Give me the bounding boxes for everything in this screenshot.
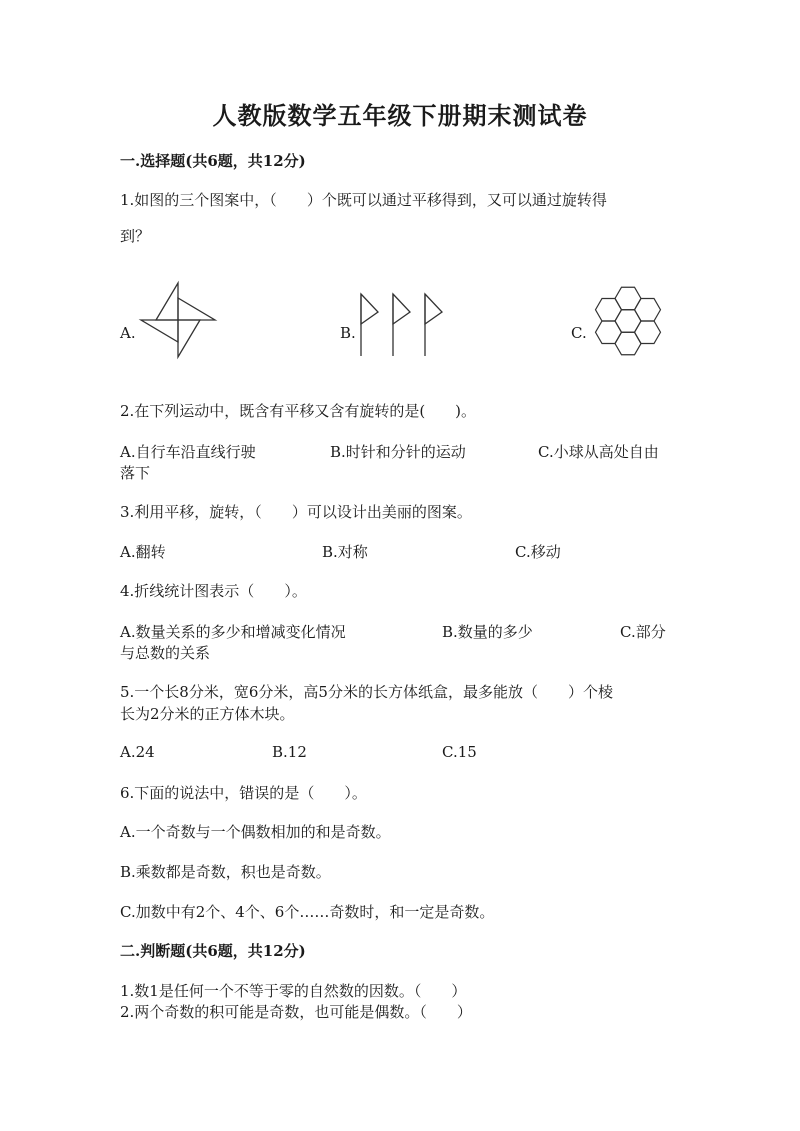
question-5-line-1: 5.一个长8分米，宽6分米，高5分米的长方体纸盒，最多能放（ ）个棱 — [120, 683, 613, 701]
question-4-option-a: A.数量关系的多少和增减变化情况 — [120, 623, 346, 641]
question-3-option-c: C.移动 — [515, 543, 561, 561]
question-3-option-b: B.对称 — [322, 543, 368, 561]
question-2-option-c-continued: 落下 — [120, 464, 151, 482]
question-1-line-2: 到？ — [120, 227, 151, 245]
question-6-option-a: A.一个奇数与一个偶数相加的和是奇数。 — [120, 823, 391, 841]
question-6-option-c: C.加数中有2个、4个、6个……奇数时，和一定是奇数。 — [120, 903, 495, 921]
question-2-option-b: B.时针和分针的运动 — [330, 443, 466, 461]
section-heading-choice: 一.选择题(共6题，共12分) — [120, 152, 306, 170]
question-3-text: 3.利用平移，旋转，（ ）可以设计出美丽的图案。 — [120, 503, 472, 521]
hexagon-cell — [596, 321, 622, 344]
section-heading-true-false: 二.判断题(共6题，共12分) — [120, 942, 306, 960]
true-false-item-1: 1.数1是任何一个不等于零的自然数的因数。（ ） — [120, 982, 467, 1000]
question-2-option-a: A.自行车沿直线行驶 — [120, 443, 256, 461]
question-5-line-2: 长为2分米的正方体木块。 — [120, 705, 295, 723]
question-1-option-c-label: C. — [571, 324, 587, 342]
true-false-item-2: 2.两个奇数的积可能是奇数，也可能是偶数。（ ） — [120, 1003, 472, 1021]
question-6-text: 6.下面的说法中，错误的是（ ）。 — [120, 784, 367, 802]
question-1-option-a-label: A. — [120, 324, 136, 342]
question-3-option-a: A.翻转 — [120, 543, 166, 561]
hexagon-pattern-figure — [588, 282, 668, 360]
pinwheel-figure — [138, 280, 218, 360]
question-2-option-c: C.小球从高处自由 — [538, 443, 659, 461]
three-flags-figure — [352, 290, 452, 360]
question-4-option-b: B.数量的多少 — [442, 623, 533, 641]
question-4-option-c: C.部分 — [620, 623, 666, 641]
question-4-option-c-continued: 与总数的关系 — [120, 644, 211, 662]
hexagon-cell — [596, 298, 622, 321]
question-4-text: 4.折线统计图表示（ ）。 — [120, 582, 307, 600]
question-1-option-b-label: B. — [340, 324, 356, 342]
question-2-text: 2.在下列运动中，既含有平移又含有旋转的是( )。 — [120, 402, 477, 420]
hexagon-cell — [635, 321, 661, 344]
hexagon-cell — [635, 298, 661, 321]
question-5-option-c: C.15 — [442, 743, 477, 761]
page-title: 人教版数学五年级下册期末测试卷 — [212, 101, 588, 130]
question-5-option-a: A.24 — [120, 743, 155, 761]
question-5-option-b: B.12 — [272, 743, 307, 761]
question-6-option-b: B.乘数都是奇数，积也是奇数。 — [120, 863, 331, 881]
question-1-line-1: 1.如图的三个图案中，（ ）个既可以通过平移得到，又可以通过旋转得 — [120, 191, 607, 209]
